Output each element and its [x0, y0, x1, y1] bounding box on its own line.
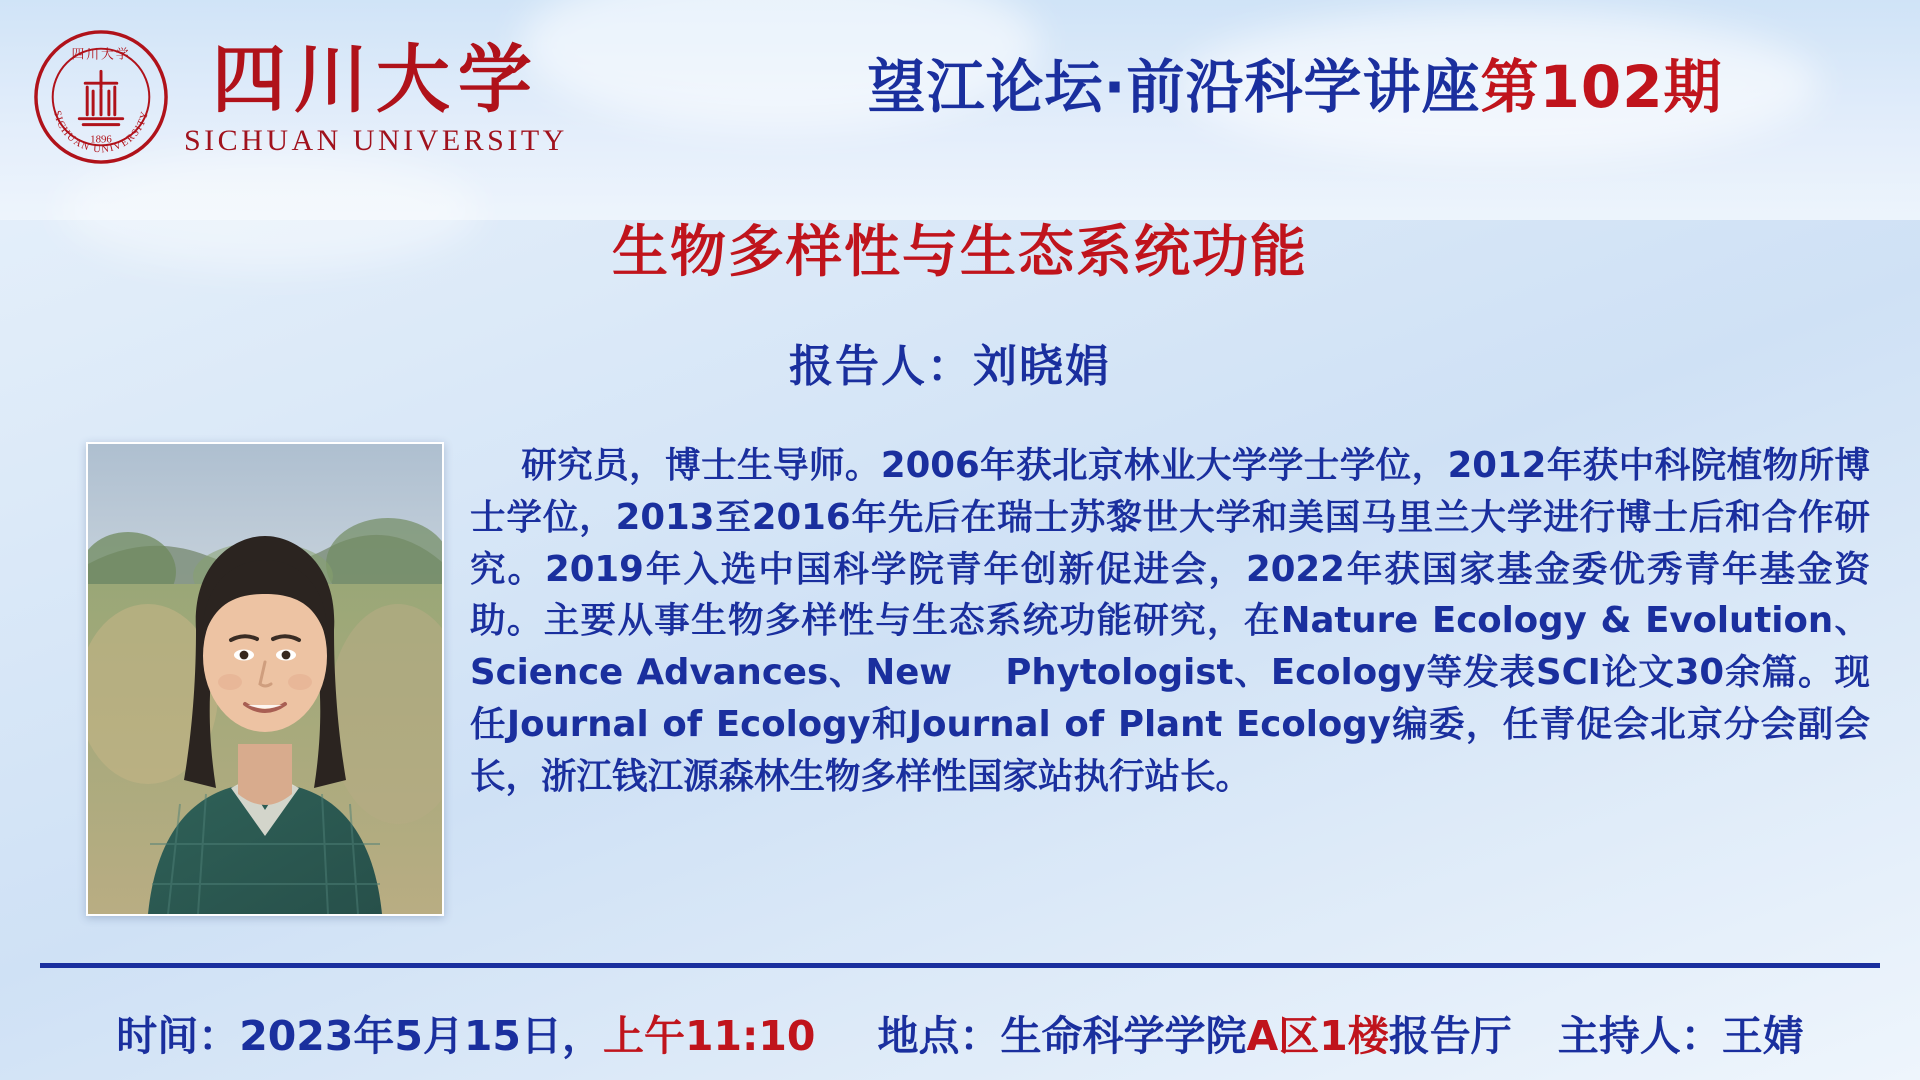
- place-value-prefix: 生命科学学院: [1000, 1012, 1247, 1060]
- university-logo-text: [184, 37, 568, 158]
- lecture-title: 生物多样性与生态系统功能: [612, 220, 1308, 285]
- speaker-photo: [88, 444, 442, 914]
- speaker-line: [300, 330, 1600, 394]
- svg-text:四川大学: 四川大学: [71, 47, 131, 63]
- place-value-suffix: 报告厅: [1388, 1012, 1512, 1060]
- host-name: 王婧: [1721, 1012, 1804, 1060]
- poster-header: [0, 0, 1920, 205]
- speaker-portrait: [86, 442, 444, 916]
- university-name-cn: 四川大学: [211, 37, 540, 124]
- speaker-label: 报告人：: [789, 341, 973, 392]
- sichuan-university-seal-icon: [32, 28, 170, 166]
- forum-title-main: 望江论坛·前沿科学讲座: [867, 53, 1481, 121]
- forum-title: [690, 40, 1900, 124]
- svg-text:1896: 1896: [90, 133, 112, 146]
- host-label: 主持人：: [1557, 1012, 1722, 1060]
- time-clock: 上午11:10: [602, 1012, 816, 1060]
- forum-title-issue: 第102期: [1480, 53, 1723, 121]
- time-date: 2023年5月15日，: [239, 1012, 603, 1060]
- time-label: 时间：: [116, 1012, 240, 1060]
- poster-footer: [0, 985, 1920, 1080]
- speaker-bio: 研究员，博士生导师。2006年获北京林业大学学士学位，2012年获中科院植物所博士学位，2013至2016年先后在瑞士苏黎世大学和美国马里兰大学进行博士后和合作研究。2019年入选中国科学院青年创新促进会，2022年获国家基金委优秀青年基金资助。主要从事生物多样性与生态系统功能研究，在Nature Ecology & Evolution、Science Advances、New Phytologist、Ecology等发表SCI论文30余篇。现任Journal of Ecology和Journal of Plant Ecology编委，任青促会北京分会副会长，浙江钱江源森林生物多样性国家站执行站长。: [470, 445, 1871, 797]
- svg-text:SICHUAN UNIVERSITY: SICHUAN UNIVERSITY: [51, 109, 152, 156]
- university-logo: [18, 10, 598, 190]
- footer-divider: [40, 963, 1880, 968]
- place-value-highlight: A区1楼: [1246, 1012, 1389, 1060]
- speaker-name: 刘晓娟: [973, 341, 1111, 392]
- university-name-en: SICHUAN UNIVERSITY: [184, 123, 568, 157]
- place-label: 地点：: [877, 1012, 1001, 1060]
